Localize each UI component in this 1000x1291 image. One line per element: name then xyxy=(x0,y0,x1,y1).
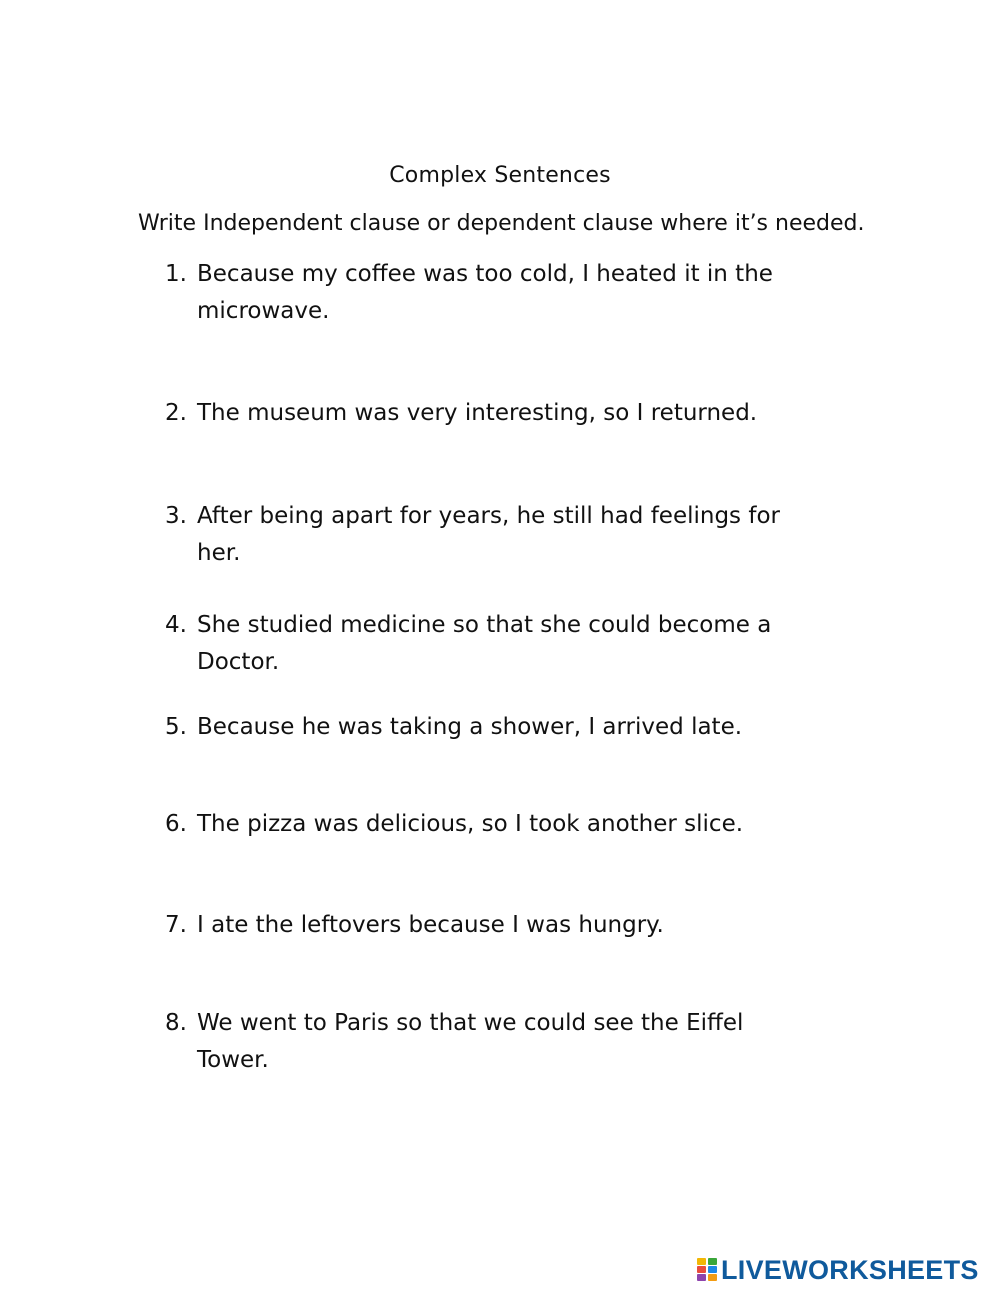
sentence-item-2 xyxy=(165,395,805,432)
liveworksheets-logo-icon xyxy=(697,1258,717,1282)
sentence-item-7 xyxy=(165,907,805,944)
logo-block xyxy=(708,1258,717,1265)
sentence-text: The museum was very interesting, so I returned. xyxy=(197,400,758,426)
sentence-text: Because he was taking a shower, I arrived late. xyxy=(197,714,743,740)
sentence-text: We went to Paris so that we could see the Eiffel Tower. xyxy=(197,1010,744,1073)
sentence-number: 2. xyxy=(165,400,187,426)
logo-block xyxy=(708,1266,717,1273)
instruction-text: Write Independent clause or dependent clause where it’s needed. xyxy=(138,211,865,236)
logo-block xyxy=(708,1274,717,1281)
sentence-number: 6. xyxy=(165,811,187,837)
sentence-item-3 xyxy=(165,498,805,572)
sentence-item-8 xyxy=(165,1005,805,1079)
sentence-number: 3. xyxy=(165,503,187,529)
sentence-number: 5. xyxy=(165,714,187,740)
logo-block xyxy=(697,1266,706,1273)
sentence-text: Because my coffee was too cold, I heated it in the microwave. xyxy=(197,261,773,324)
sentence-item-1 xyxy=(165,256,805,330)
sentence-text: After being apart for years, he still had feelings for her. xyxy=(197,503,780,566)
sentence-number: 1. xyxy=(165,261,187,287)
sentence-text: She studied medicine so that she could become a Doctor. xyxy=(197,612,772,675)
logo-block xyxy=(697,1274,706,1281)
sentence-item-5 xyxy=(165,709,805,746)
logo-text: LIVEWORKSHEETS xyxy=(721,1254,979,1285)
sentence-number: 4. xyxy=(165,612,187,638)
liveworksheets-logo[interactable] xyxy=(697,1254,979,1285)
sentence-number: 8. xyxy=(165,1010,187,1036)
sentence-item-4 xyxy=(165,607,805,681)
logo-block xyxy=(697,1258,706,1265)
page-title: Complex Sentences xyxy=(389,163,611,188)
sentence-item-6 xyxy=(165,806,805,843)
sentence-text: The pizza was delicious, so I took another slice. xyxy=(197,811,744,837)
sentence-number: 7. xyxy=(165,912,187,938)
sentence-text: I ate the leftovers because I was hungry. xyxy=(197,912,664,938)
